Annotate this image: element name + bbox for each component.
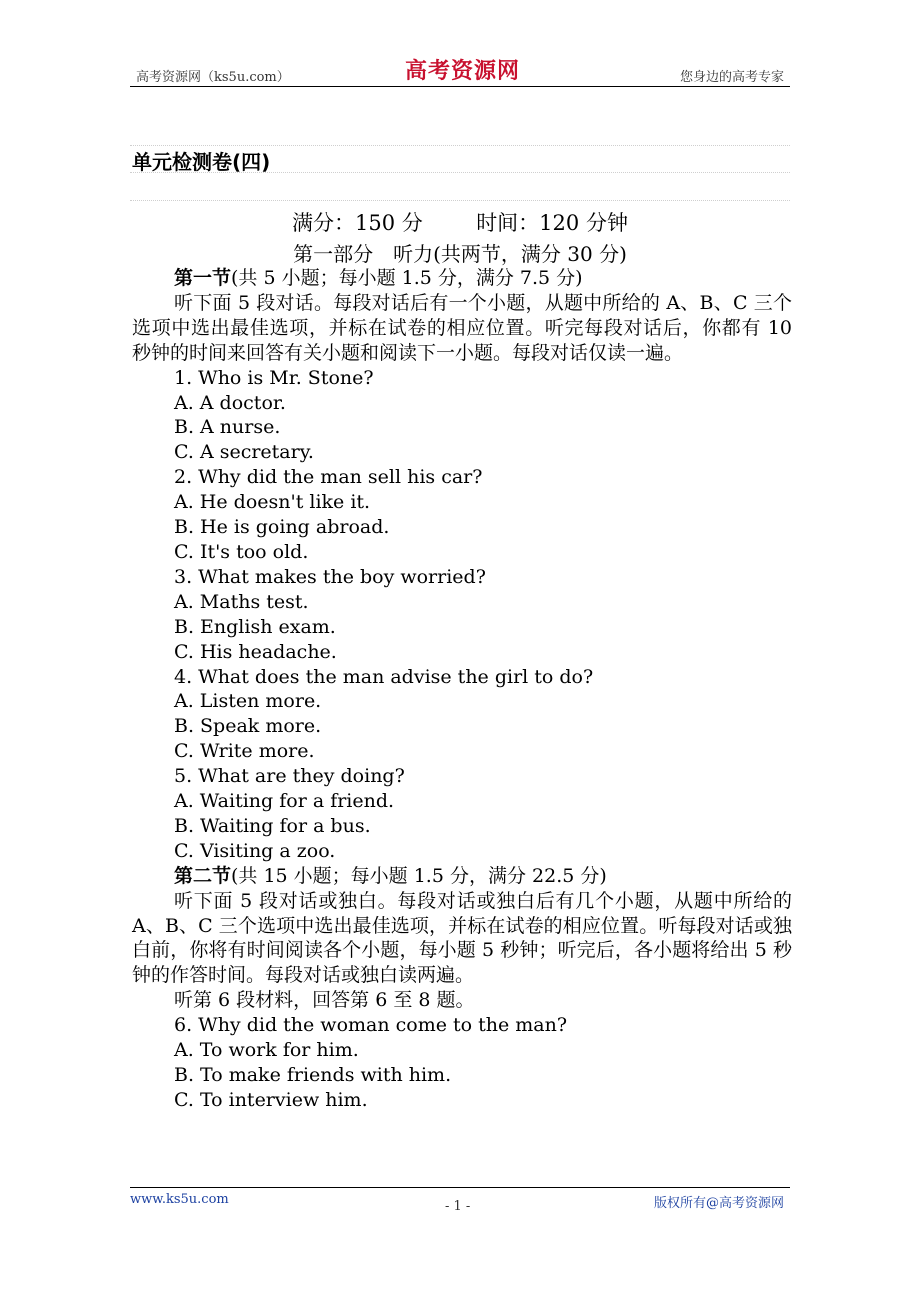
option: A. Listen more.: [174, 690, 322, 713]
option: A. He doesn't like it.: [174, 491, 371, 514]
option: C. A secretary.: [174, 441, 314, 464]
option: C. Write more.: [174, 740, 315, 763]
full-score: 满分：150 分: [292, 211, 423, 235]
section-2-heading: [132, 864, 792, 889]
option: C. To interview him.: [174, 1088, 368, 1111]
footer-link[interactable]: www.ks5u.com: [130, 1192, 229, 1207]
exam-time: 时间：120 分钟: [476, 211, 628, 235]
option: B. A nurse.: [174, 416, 281, 439]
option: C. It's too old.: [174, 540, 309, 563]
question: 6. Why did the woman come to the man?: [174, 1014, 568, 1037]
section-2-instructions: 听下面 5 段对话或独白。每段对话或独白后有几个小题，从题中所给的 A、B、C 三个选项中选出最佳选项，并标在试卷的相应位置。听每段对话或独白前，你将有时间阅读各个小题，每小题 5 秒钟；听完后，各小题将给出 5 秒钟的作答时间。每段对话或独白读两遍。: [132, 889, 792, 987]
exam-content: [132, 266, 792, 1113]
question: 2. Why did the man sell his car?: [174, 466, 483, 489]
option: B. English exam.: [174, 615, 336, 638]
option: A. Waiting for a friend.: [174, 790, 395, 813]
option: A. Maths test.: [174, 590, 309, 613]
section-1-info: (共 5 小题；每小题 1.5 分，满分 7.5 分): [231, 267, 583, 289]
footer-copyright: 版权所有@高考资源网: [653, 1196, 784, 1211]
header-slogan: 您身边的高考专家: [679, 70, 784, 85]
section-1-label: 第一节: [174, 267, 232, 289]
question: 5. What are they doing?: [174, 765, 405, 788]
score-time-line: [0, 207, 920, 237]
question: 4. What does the man advise the girl to do?: [174, 665, 594, 688]
page-number: - 1 -: [445, 1199, 471, 1214]
part-heading: 第一部分 听力(共两节，满分 30 分): [293, 242, 627, 266]
document-title: 单元检测卷(四): [132, 150, 271, 174]
option: B. He is going abroad.: [174, 516, 390, 539]
option: A. A doctor.: [174, 391, 286, 414]
option: C. His headache.: [174, 640, 337, 663]
option: C. Visiting a zoo.: [174, 839, 336, 862]
section-2-info: (共 15 小题；每小题 1.5 分，满分 22.5 分): [231, 864, 607, 887]
section-2-label: 第二节: [174, 864, 232, 887]
question: 1. Who is Mr. Stone?: [174, 366, 374, 389]
section-1-instructions: 听下面 5 段对话。每段对话后有一个小题，从题中所给的 A、B、C 三个选项中选出最佳选项，并标在试卷的相应位置。听完每段对话后，你都有 10 秒钟的时间来回答有关小题和阅读下一小题。每段对话仅读一遍。: [132, 291, 792, 364]
section-1-heading: [132, 266, 792, 291]
site-logo: 高考资源网: [405, 58, 521, 84]
option: A. To work for him.: [174, 1039, 359, 1062]
guide-line: [130, 200, 790, 201]
question: 3. What makes the boy worried?: [174, 565, 486, 588]
header-rule: [130, 86, 790, 87]
header-site-name: 高考资源网（ks5u.com）: [136, 70, 290, 85]
option: B. To make friends with him.: [174, 1064, 452, 1086]
option: B. Waiting for a bus.: [174, 814, 371, 837]
material-instruction: 听第 6 段材料，回答第 6 至 8 题。: [174, 989, 475, 1012]
footer-rule: [130, 1187, 790, 1188]
option: B. Speak more.: [174, 715, 322, 738]
